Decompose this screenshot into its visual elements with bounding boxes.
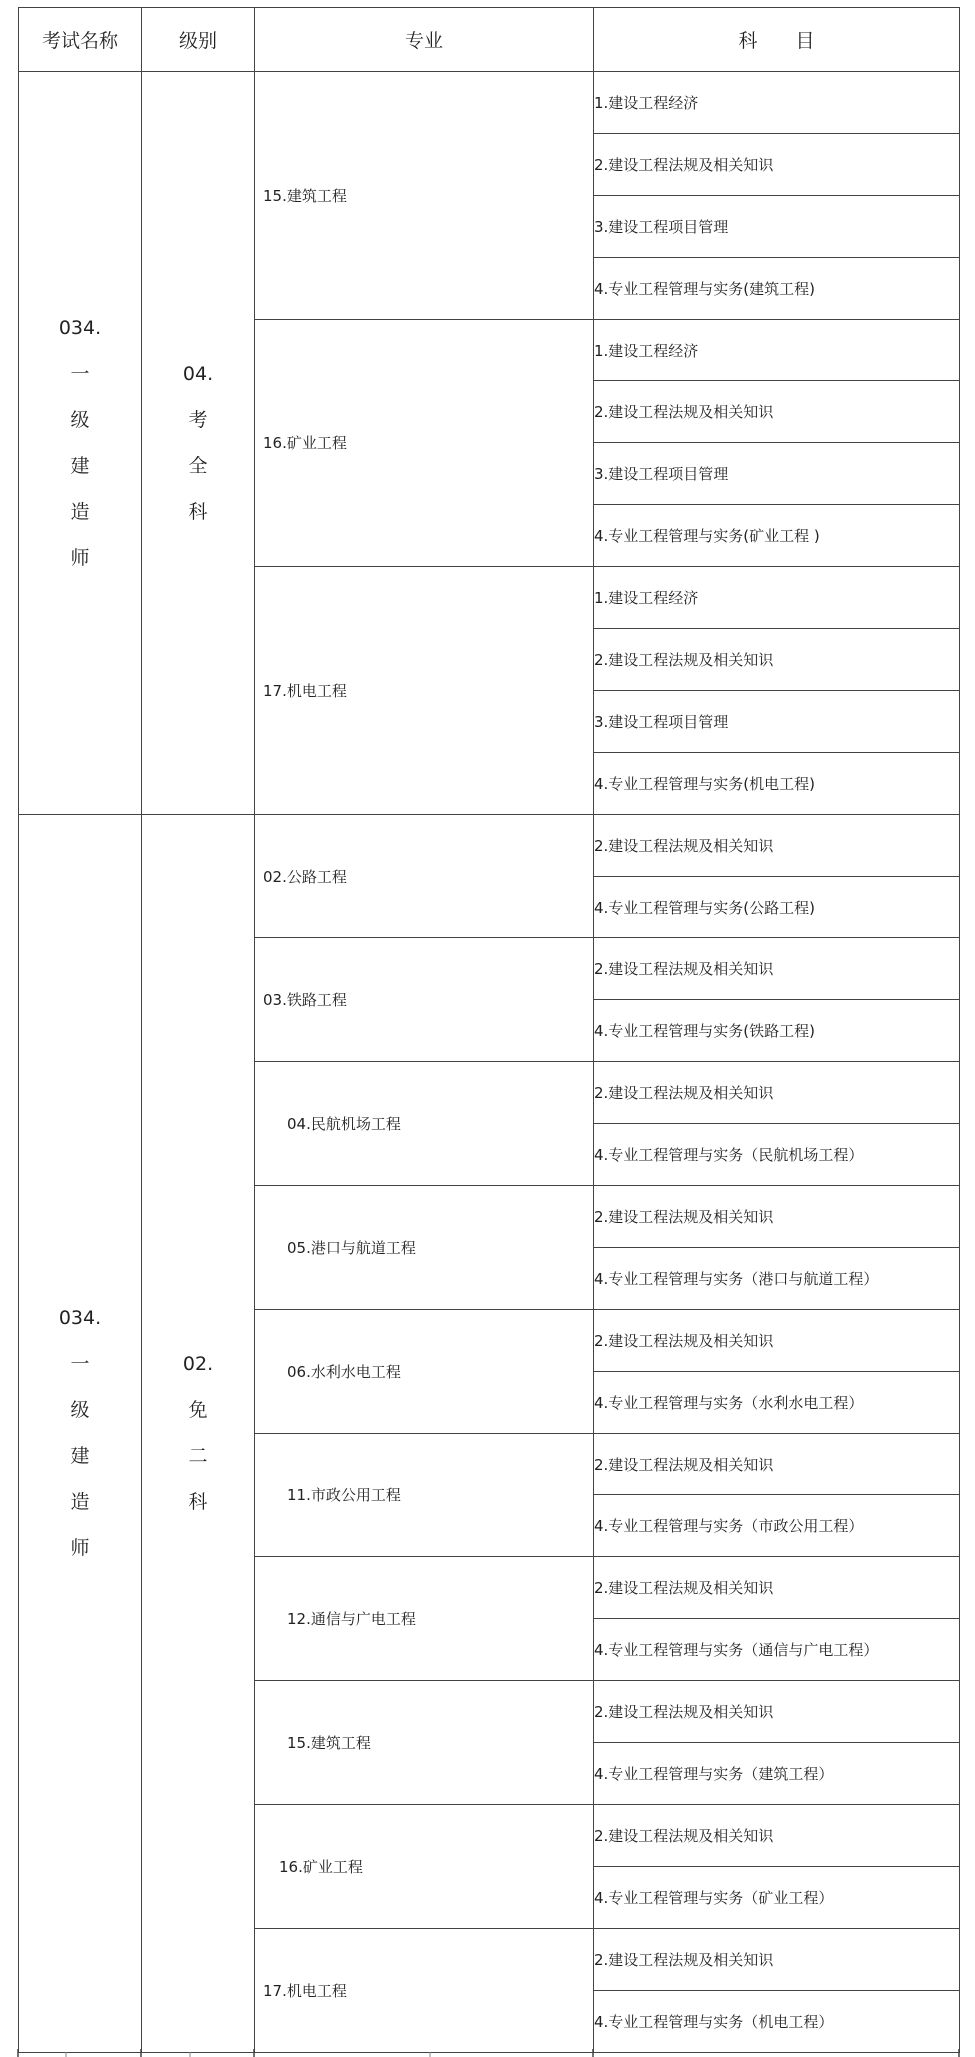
exam-name-cell (19, 814, 142, 2052)
subject-cell: 2.建设工程法规及相关知识 (594, 1433, 960, 1495)
exam-name-char: 造 (70, 1491, 90, 1514)
subject-cell: 4.专业工程管理与实务（矿业工程） (594, 1866, 960, 1928)
level-char: 科 (188, 1491, 208, 1514)
level-char: 02. (182, 1353, 214, 1376)
table-row (19, 814, 960, 876)
subject-cell: 2.建设工程法规及相关知识 (594, 1186, 960, 1248)
exam-subject-table (18, 7, 960, 2053)
subject-cell: 2.建设工程法规及相关知识 (594, 1681, 960, 1743)
level-char: 考 (188, 408, 208, 431)
subject-cell: 4.专业工程管理与实务(机电工程) (594, 752, 960, 814)
level-cell (142, 814, 255, 2052)
major-cell: 02.公路工程 (255, 814, 594, 938)
subject-cell: 2.建设工程法规及相关知识 (594, 814, 960, 876)
major-cell: 15.建筑工程 (255, 1681, 594, 1805)
subject-cell: 4.专业工程管理与实务（机电工程） (594, 1990, 960, 2052)
subject-cell: 1.建设工程经济 (594, 319, 960, 381)
level-cell (142, 72, 255, 815)
major-cell: 16.矿业工程 (255, 1804, 594, 1928)
major-cell: 06.水利水电工程 (255, 1309, 594, 1433)
major-cell: 12.通信与广电工程 (255, 1557, 594, 1681)
subject-cell: 2.建设工程法规及相关知识 (594, 1062, 960, 1124)
subject-cell: 3.建设工程项目管理 (594, 443, 960, 505)
subject-cell: 2.建设工程法规及相关知识 (594, 629, 960, 691)
exam-name-char: 级 (70, 408, 90, 431)
major-cell: 17.机电工程 (255, 567, 594, 815)
subject-cell: 4.专业工程管理与实务(公路工程) (594, 876, 960, 938)
subject-cell: 4.专业工程管理与实务（建筑工程） (594, 1743, 960, 1805)
exam-name-char: 级 (70, 1399, 90, 1422)
subject-cell: 4.专业工程管理与实务(建筑工程) (594, 257, 960, 319)
subject-cell: 2.建设工程法规及相关知识 (594, 1309, 960, 1371)
subject-cell: 1.建设工程经济 (594, 567, 960, 629)
header-subject: 科 目 (594, 8, 960, 72)
major-cell: 05.港口与航道工程 (255, 1186, 594, 1310)
exam-name-char: 师 (70, 1537, 90, 1560)
subject-cell: 4.专业工程管理与实务（水利水电工程） (594, 1371, 960, 1433)
header-exam-name: 考试名称 (19, 8, 142, 72)
level-char: 04. (182, 362, 214, 385)
exam-name-char: 一 (70, 1353, 90, 1376)
subject-cell: 1.建设工程经济 (594, 72, 960, 134)
level-char: 二 (188, 1445, 208, 1468)
exam-name-char: 建 (70, 1445, 90, 1468)
exam-name-char: 师 (70, 546, 90, 569)
exam-name-char: 建 (70, 454, 90, 477)
subject-cell: 2.建设工程法规及相关知识 (594, 938, 960, 1000)
major-cell: 03.铁路工程 (255, 938, 594, 1062)
major-cell: 11.市政公用工程 (255, 1433, 594, 1557)
table-body (19, 72, 960, 2053)
subject-cell: 2.建设工程法规及相关知识 (594, 1928, 960, 1990)
bottom-border-fragments (0, 2049, 975, 2057)
subject-cell: 2.建设工程法规及相关知识 (594, 1557, 960, 1619)
subject-cell: 2.建设工程法规及相关知识 (594, 1804, 960, 1866)
subject-cell: 4.专业工程管理与实务(矿业工程 ) (594, 505, 960, 567)
table-row (19, 72, 960, 134)
major-cell: 15.建筑工程 (255, 72, 594, 320)
level-char: 免 (188, 1399, 208, 1422)
header-level: 级别 (142, 8, 255, 72)
subject-cell: 4.专业工程管理与实务（港口与航道工程） (594, 1247, 960, 1309)
level-char: 全 (188, 454, 208, 477)
level-char: 科 (188, 500, 208, 523)
exam-name-char: 034. (58, 316, 102, 339)
subject-cell: 4.专业工程管理与实务（民航机场工程） (594, 1124, 960, 1186)
exam-name-char: 造 (70, 500, 90, 523)
subject-cell: 2.建设工程法规及相关知识 (594, 381, 960, 443)
table-header-row (19, 8, 960, 72)
major-cell: 04.民航机场工程 (255, 1062, 594, 1186)
header-major: 专业 (255, 8, 594, 72)
subject-cell: 3.建设工程项目管理 (594, 690, 960, 752)
exam-name-char: 034. (58, 1307, 102, 1330)
subject-cell: 3.建设工程项目管理 (594, 195, 960, 257)
subject-cell: 4.专业工程管理与实务（市政公用工程） (594, 1495, 960, 1557)
exam-name-cell (19, 72, 142, 815)
exam-name-char: 一 (70, 362, 90, 385)
subject-cell: 2.建设工程法规及相关知识 (594, 133, 960, 195)
subject-cell: 4.专业工程管理与实务（通信与广电工程） (594, 1619, 960, 1681)
major-cell: 16.矿业工程 (255, 319, 594, 567)
major-cell: 17.机电工程 (255, 1928, 594, 2052)
subject-cell: 4.专业工程管理与实务(铁路工程) (594, 1000, 960, 1062)
